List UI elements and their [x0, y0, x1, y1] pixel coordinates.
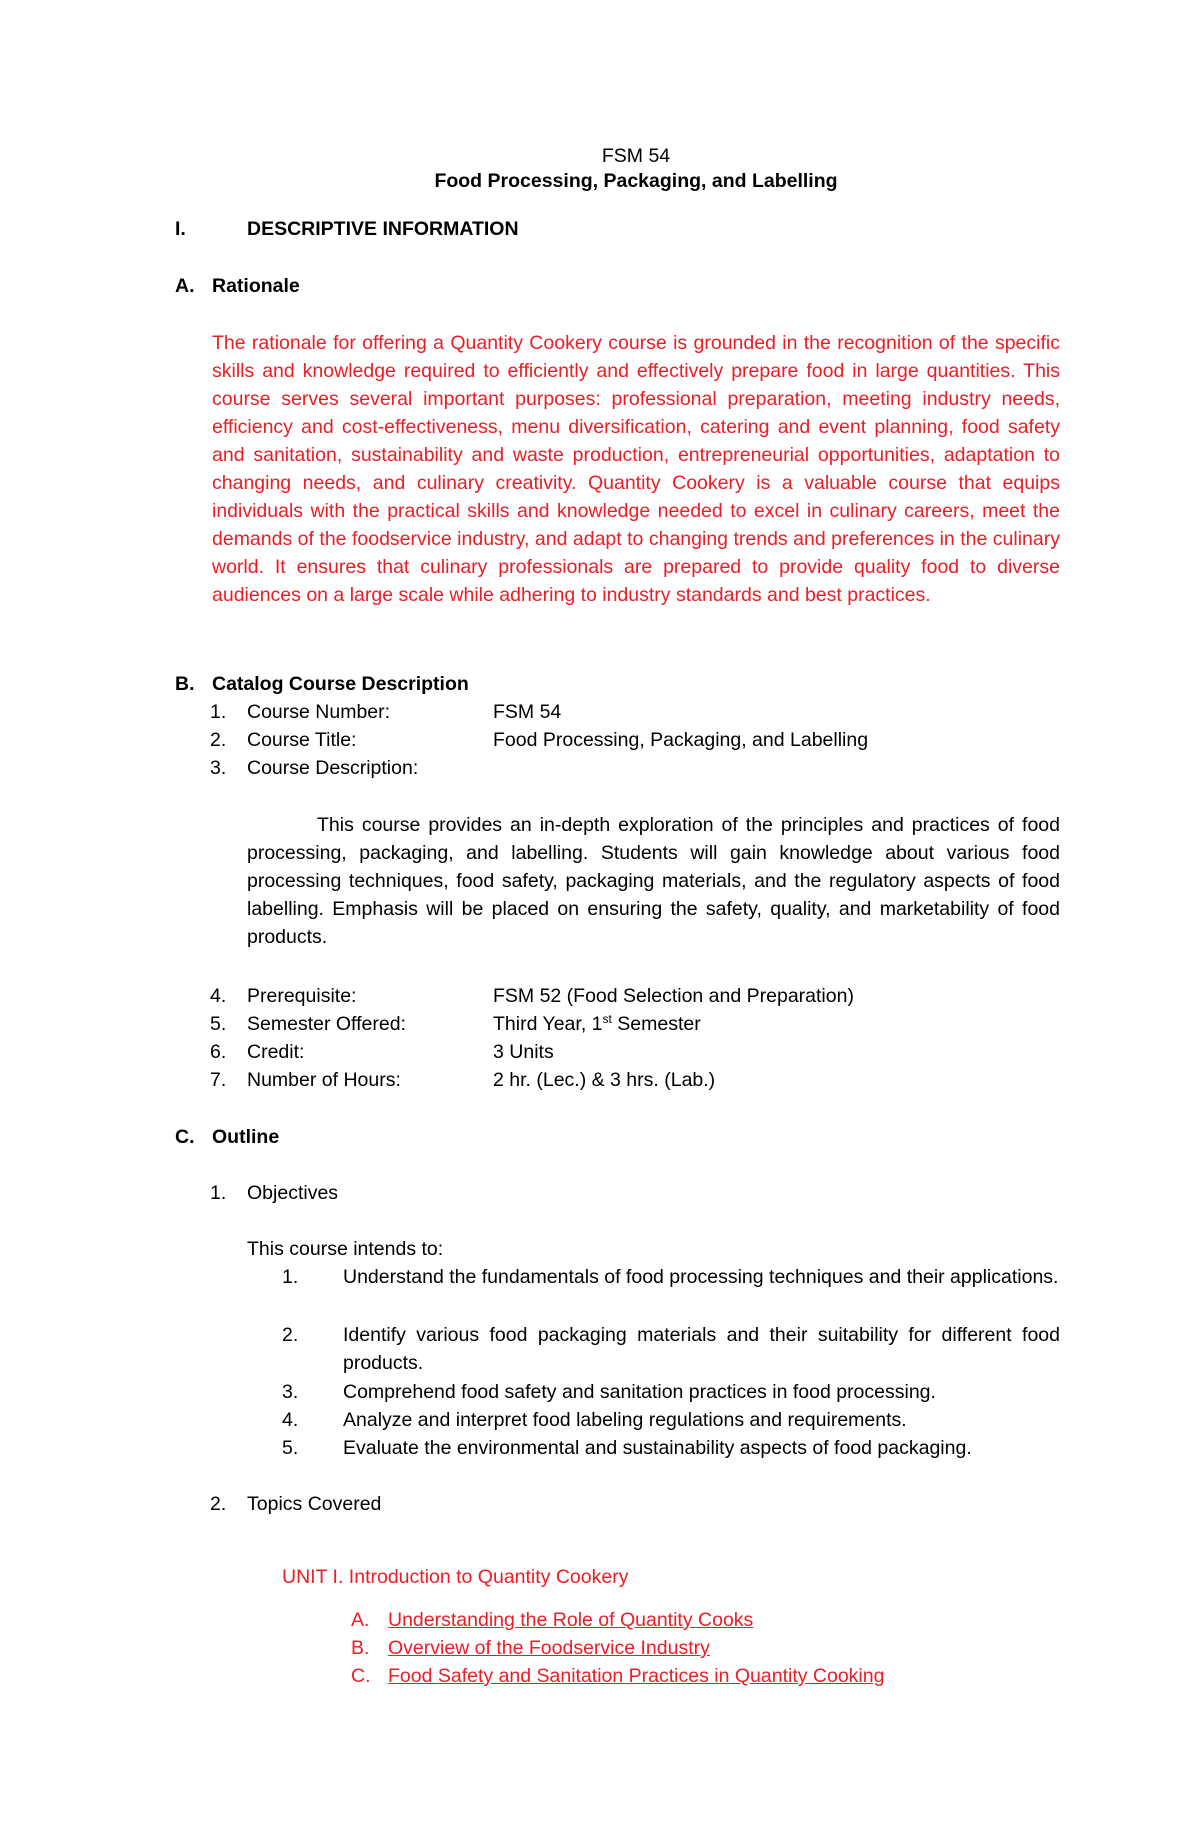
objective-text: Evaluate the environmental and sustainability aspects of food packaging.	[343, 1437, 972, 1459]
catalog-item-num: 7.	[210, 1069, 227, 1091]
outline-letter: C.	[175, 1126, 195, 1148]
catalog-heading: Catalog Course Description	[212, 673, 469, 695]
catalog-item-label: Course Number:	[247, 701, 391, 723]
catalog-letter: B.	[175, 673, 195, 695]
unit-item-letter: A.	[351, 1609, 370, 1631]
objective-text: Identify various food packaging materials and their suitability for different food products.	[343, 1324, 1060, 1374]
topics-label: Topics Covered	[247, 1493, 382, 1515]
unit-title: UNIT I. Introduction to Quantity Cookery	[282, 1566, 629, 1588]
outline-heading: Outline	[212, 1126, 280, 1148]
unit-item-letter: C.	[351, 1665, 371, 1687]
catalog-item-value: 3 Units	[493, 1041, 554, 1063]
rationale-letter: A.	[175, 275, 195, 297]
objectives-intro: This course intends to:	[247, 1238, 444, 1260]
objectives-num: 1.	[210, 1182, 227, 1204]
catalog-item-label: Prerequisite:	[247, 985, 357, 1007]
catalog-item-num: 3.	[210, 757, 227, 779]
objective-num: 2.	[282, 1324, 299, 1346]
catalog-item-num: 4.	[210, 985, 227, 1007]
catalog-item-label: Credit:	[247, 1041, 305, 1063]
catalog-item-value: Food Processing, Packaging, and Labelling	[493, 729, 869, 751]
topics-num: 2.	[210, 1493, 227, 1515]
catalog-item-num: 2.	[210, 729, 227, 751]
catalog-item-label: Course Description:	[247, 757, 419, 779]
unit-item-link[interactable]: Understanding the Role of Quantity Cooks	[388, 1609, 754, 1631]
objective-text: Comprehend food safety and sanitation practices in food processing.	[343, 1381, 936, 1403]
course-title-heading: Food Processing, Packaging, and Labelling	[434, 170, 838, 192]
rationale-body: The rationale for offering a Quantity Cookery course is grounded in the recognition of the specific skills and knowledge required to efficiently and effectively prepare food in large quantities. This course serves several important purposes: professional preparation, meeting industry needs, efficiency and cost-effectiveness, menu diversification, catering and event planning, food safety and sanitation, sustainability and waste production, entrepreneurial opportunities, adaptation to changing needs, and culinary creativity. Quantity Cookery is a valuable course that equips individuals with the practical skills and knowledge needed to excel in culinary careers, meet the demands of the foodservice industry, and adapt to changing trends and preferences in the culinary world. It ensures that culinary professionals are prepared to provide quality food to diverse audiences on a large scale while adhering to industry standards and best practices.	[212, 332, 1060, 606]
course-code-title: FSM 54	[601, 145, 671, 167]
unit-item-letter: B.	[351, 1637, 370, 1659]
objective-text: Analyze and interpret food labeling regulations and requirements.	[343, 1409, 907, 1431]
catalog-item-label: Number of Hours:	[247, 1069, 401, 1091]
section-title: DESCRIPTIVE INFORMATION	[247, 218, 519, 240]
section-numeral: I.	[175, 218, 186, 240]
unit-item-link[interactable]: Food Safety and Sanitation Practices in Quantity Cooking	[388, 1665, 885, 1687]
catalog-item-value: Third Year, 1st Semester	[493, 1012, 701, 1035]
objective-num: 5.	[282, 1437, 299, 1459]
catalog-item-num: 6.	[210, 1041, 227, 1063]
objective-num: 4.	[282, 1409, 299, 1431]
catalog-item-value: 2 hr. (Lec.) & 3 hrs. (Lab.)	[493, 1069, 716, 1091]
unit-item-link[interactable]: Overview of the Foodservice Industry	[388, 1637, 710, 1659]
objectives-label: Objectives	[247, 1182, 339, 1204]
objective-text: Understand the fundamentals of food processing techniques and their applications.	[343, 1266, 1059, 1288]
catalog-item-label: Course Title:	[247, 729, 357, 751]
catalog-item-label: Semester Offered:	[247, 1013, 406, 1035]
course-description-body: This course provides an in-depth exploration of the principles and practices of food processing, packaging, and labelling. Students will gain knowledge about various food processing techniques, food safety, packaging materials, and the regulatory aspects of food labelling. Emphasis will be placed on ensuring the safety, quality, and marketability of food products.	[247, 814, 1060, 948]
catalog-item-value: FSM 52 (Food Selection and Preparation)	[493, 985, 854, 1007]
catalog-item-num: 1.	[210, 701, 227, 723]
catalog-item-num: 5.	[210, 1013, 227, 1035]
objective-num: 1.	[282, 1266, 299, 1288]
objective-num: 3.	[282, 1381, 299, 1403]
rationale-heading: Rationale	[212, 275, 300, 297]
catalog-item-value: FSM 54	[493, 701, 562, 723]
